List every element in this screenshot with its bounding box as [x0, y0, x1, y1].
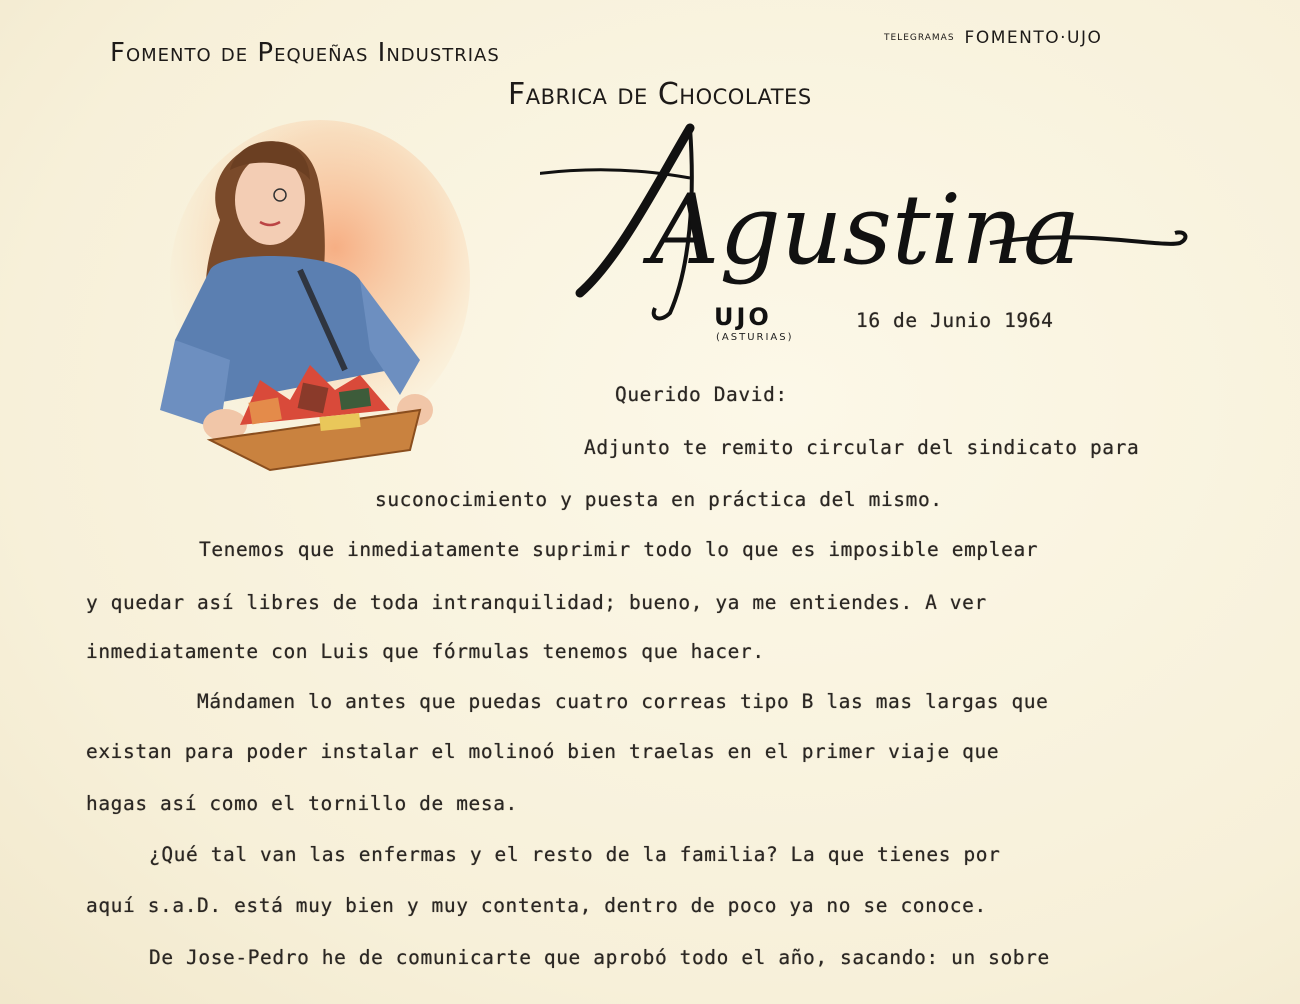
letter-date: 16 de Junio 1964 [856, 309, 1054, 332]
region-name: (ASTURIAS) [716, 332, 794, 343]
company-name: Fomento de Pequeñas Industrias [110, 38, 500, 68]
factory-name: Fabrica de Chocolates [508, 77, 812, 112]
letter-line: Querido David: [615, 383, 788, 406]
brand-logo [540, 118, 1200, 328]
letter-line: Tenemos que inmediatamente suprimir todo lo que es imposible emplear [199, 538, 1039, 561]
letter-line: aquí s.a.D. está muy bien y muy contenta, dentro de poco ya no se conoce. [86, 894, 987, 917]
letter-line: ¿Qué tal van las enfermas y el resto de la familia? La que tienes por [149, 843, 1001, 866]
place-name: UJO [714, 303, 772, 331]
letter-line: De Jose-Pedro he de comunicarte que aprobó todo el año, sacando: un sobre [149, 946, 1050, 969]
brand-name: Agustina [650, 174, 1081, 286]
letter-line: hagas así como el tornillo de mesa. [86, 792, 518, 815]
letter-line: existan para poder instalar el molinoó bien traelas en el primer viaje que [86, 740, 1000, 763]
letter-line: Adjunto te remito circular del sindicato para [584, 436, 1140, 459]
letter-line: suconocimiento y puesta en práctica del mismo. [375, 488, 943, 511]
telegram-label: TELEGRAMAS [884, 33, 955, 43]
letter-line: inmediatamente con Luis que fórmulas tenemos que hacer. [86, 640, 765, 663]
letter-line: Mándamen lo antes que puedas cuatro correas tipo B las mas largas que [197, 690, 1049, 713]
telegram-value: FOMENTO·UJO [964, 28, 1103, 48]
telegram-address [884, 28, 1102, 48]
letter-line: y quedar así libres de toda intranquilidad; bueno, ya me entiendes. A ver [86, 591, 987, 614]
girl-with-chocolate-tray-illustration [150, 110, 470, 490]
